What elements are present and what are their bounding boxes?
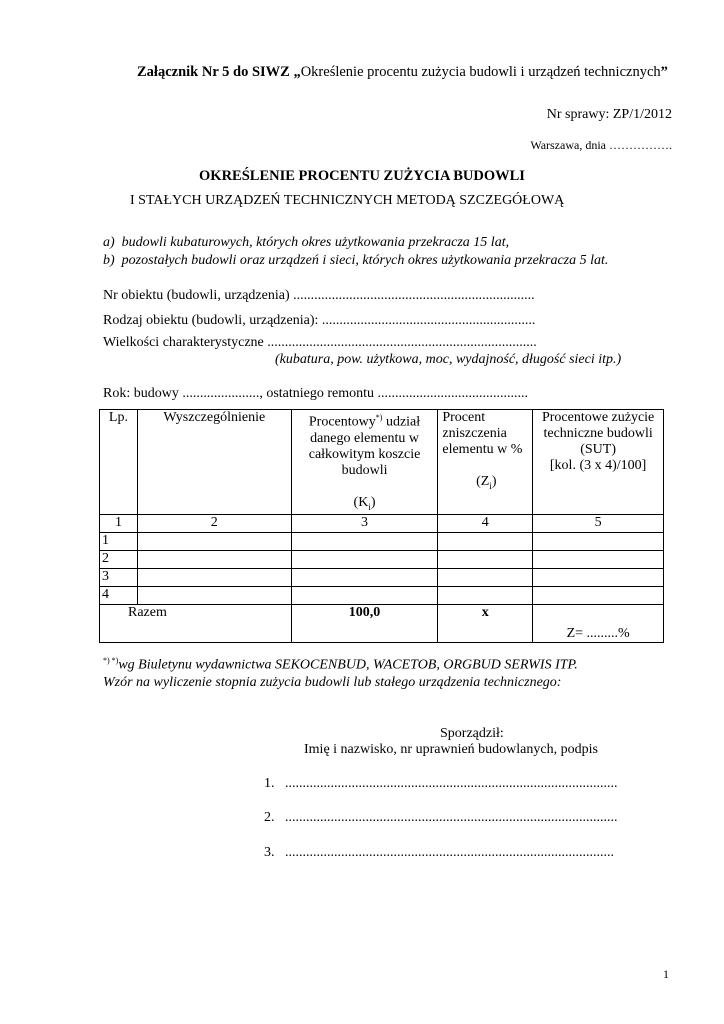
row-cell [137,587,291,605]
list-item-a [103,235,509,251]
colnum-4: 4 [438,515,533,533]
row-cell [533,587,664,605]
colnum-2: 2 [137,515,291,533]
row-cell [533,533,664,551]
header-description: Wyszczególnienie [137,410,291,515]
list-item-b [103,253,608,269]
signature-line-1: 1. ............................................................................................... [264,776,618,791]
row-cell [533,551,664,569]
table-header-row [100,410,664,515]
sum-label: Razem [100,605,292,643]
list-text-b: pozostałych budowli oraz urządzeń i sieci, których okres użytkowania przekracza 5 lat. [121,253,609,268]
sum-row [100,605,664,643]
footnote-text: wg Biuletynu wydawnictwa SEKOCENBUD, WACETOB, ORGBUD SERWIS ITP. [118,657,578,673]
row-cell [291,569,438,587]
row-cell [291,551,438,569]
signature-subtitle: Imię i nazwisko, nr uprawnień budowlanych, podpis [304,742,598,757]
list-marker-a: a) [103,235,115,250]
document-title-line1: OKREŚLENIE PROCENTU ZUŻYCIA BUDOWLI [199,168,525,184]
document-title-line2: I STAŁYCH URZĄDZEŃ TECHNICZNYCH METODĄ SZCZEGÓŁOWĄ [130,193,565,208]
footnote-marker: *) *) [103,656,119,665]
signature-line-3: 3. .............................................................................................. [264,845,614,860]
table-row [100,551,664,569]
row-cell [438,551,533,569]
date-line: Warszawa, dnia ……………. [530,138,672,152]
colnum-5: 5 [533,515,664,533]
year-field: Rok: budowy ......................, ostatniego remontu ........................................... [103,386,529,401]
row-number: 1 [100,533,138,551]
list-marker-b: b) [103,253,115,268]
row-number: 3 [100,569,138,587]
row-number: 2 [100,551,138,569]
row-cell [137,569,291,587]
object-type-field: Rodzaj obiektu (budowli, urządzenia): ............................................................. [103,313,536,328]
signature-label: Sporządził: [440,726,504,741]
header-share: Procentowy*) udział danego elementu w całkowitym koszcie budowli $(K_i)$ [291,410,438,515]
attachment-header-bold: Załącznik Nr 5 do SIWZ „ [137,64,301,80]
row-cell [137,551,291,569]
table-row [100,533,664,551]
table-row [100,569,664,587]
row-cell [533,569,664,587]
case-number: Nr sprawy: ZP/1/2012 [546,107,672,122]
sum-share: 100,0 [291,605,438,643]
sum-wear: x [438,605,533,643]
attachment-header-close: ” [660,64,668,80]
attachment-header-title: Określenie procentu zużycia budowli i urządzeń technicznych [300,64,661,80]
header-lp: Lp. [100,410,138,515]
row-cell [438,533,533,551]
row-cell [291,533,438,551]
footnote-line2: Wzór na wyliczenie stopnia zużycia budowli lub stałego urządzenia technicznego: [103,675,562,690]
footnote-line1 [103,656,578,674]
column-number-row [100,515,664,533]
page-number: 1 [663,967,669,981]
header-wear: Procent zniszczenia elementu w % $(Z_i)$ [438,410,533,515]
attachment-header [137,64,668,81]
signature-line-2: 2. ............................................................................................... [264,810,618,825]
colnum-1: 1 [100,515,138,533]
row-cell [137,533,291,551]
header-sut: Procentowe zużycie techniczne budowli (SUT) [kol. (3 x 4)/100] [533,410,664,515]
characteristics-hint: (kubatura, pow. użytkowa, moc, wydajność, długość sieci itp.) [275,352,622,367]
object-number-field: Nr obiektu (budowli, urządzenia) ..................................................................... [103,288,535,303]
row-number: 4 [100,587,138,605]
wear-table [99,409,664,643]
row-cell [291,587,438,605]
row-cell [438,569,533,587]
list-text-a: budowli kubaturowych, których okres użytkowania przekracza 15 lat, [121,235,510,250]
row-cell [438,587,533,605]
colnum-3: 3 [291,515,438,533]
sum-total: Z= .........% [533,605,664,643]
table-row [100,587,664,605]
characteristics-field: Wielkości charakterystyczne ............................................................................. [103,335,537,350]
